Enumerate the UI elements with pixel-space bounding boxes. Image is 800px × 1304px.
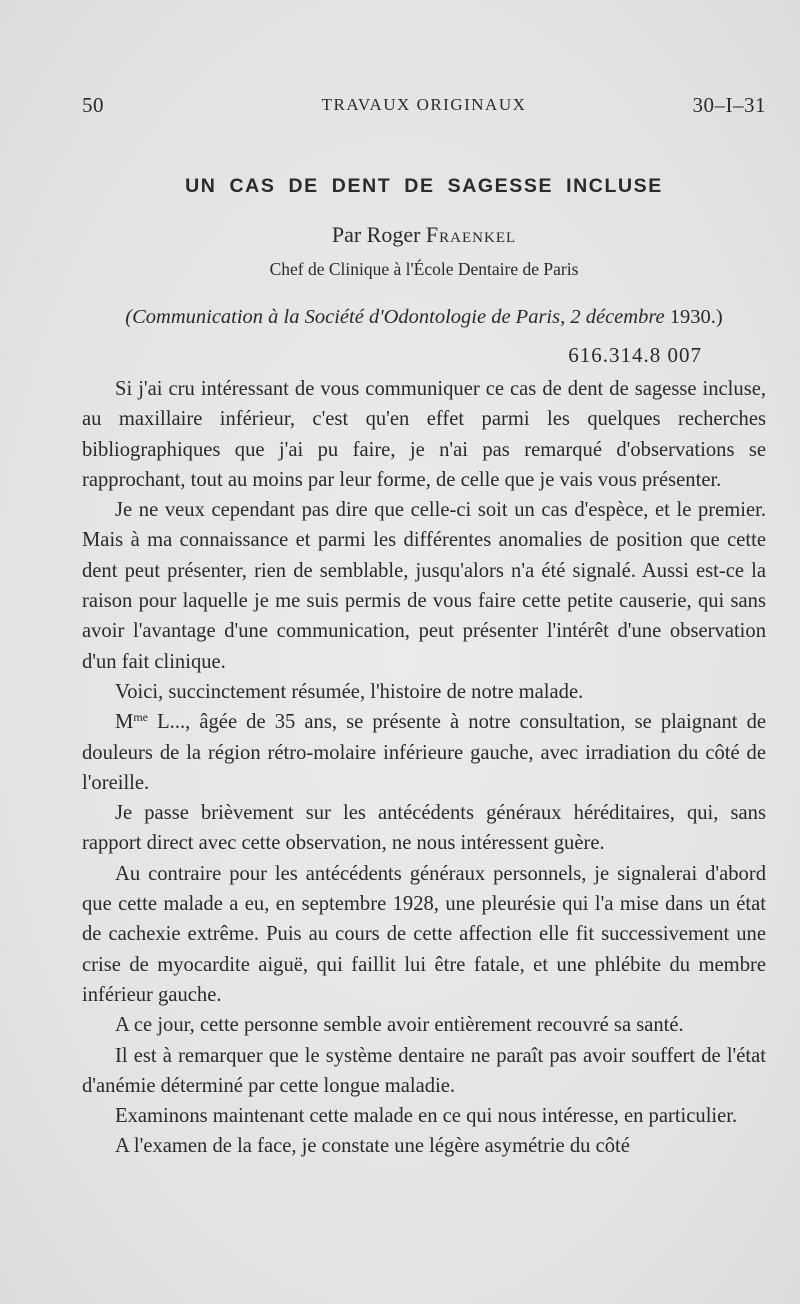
paragraph: Je ne veux cependant pas dire que celle-ci soit un cas d'espèce, et le premier. Mais à ma connaissance et parmi les différentes anomalies de position que cette dent peut présenter, rien de semblable, jusqu'alors n'a été signalé. Aussi est-ce la raison pour laquelle je me suis permis de vous faire cette petite causerie, qui sans avoir l'avantage d'une communication, peut présenter l'intérêt d'une observation d'un fait clinique. (82, 499, 766, 673)
paragraph: Au contraire pour les antécédents généraux personnels, je signalerai d'abord que cette malade a eu, en septembre 1928, une pleurésie qui l'a mise dans un état de cachexie extrême. Puis au cours de cette affection elle fit successivement une crise de myocardite aiguë, qui faillit lui être fatale, et une phlébite du membre inférieur gauche. (82, 862, 766, 1006)
author-affiliation: Chef de Clinique à l'École Dentaire de Paris (269, 259, 579, 279)
madame-abbrev-sup: me (133, 710, 148, 725)
madame-abbrev: M (115, 711, 134, 734)
page-number: 50 (82, 93, 104, 117)
article-title: UN CAS DE DENT DE SAGESSE INCLUSE (185, 175, 663, 197)
communication-text: Communication à la Société d'Odontologie de Paris, 2 décembre (132, 306, 665, 328)
communication-year: 1930.) (664, 306, 723, 328)
paragraph: A ce jour, cette personne semble avoir entièrement recouvré sa santé. (115, 1014, 684, 1037)
paragraph: A l'examen de la face, je constate une légère asymétrie du côté (115, 1135, 630, 1158)
running-head-section: TRAVAUX ORIGINAUX (321, 95, 527, 114)
paragraph: Examinons maintenant cette malade en ce qui nous intéresse, en particulier. (115, 1105, 738, 1128)
paragraph-text: L..., âgée de 35 ans, se présente à notre consultation, se plaignant de douleurs de la région rétro-molaire inférieure gauche, avec irradiation du côté de l'oreille. (82, 711, 767, 794)
byline (82, 222, 766, 248)
paragraph: Il est à remarquer que le système dentaire ne paraît pas avoir souffert de l'état d'anémie déterminé par cette longue maladie. (82, 1044, 766, 1097)
running-head-date: 30–I–31 (692, 93, 766, 117)
communication-open: ( (125, 306, 133, 328)
body-text (82, 374, 766, 1162)
running-head (82, 93, 766, 117)
paragraph: Voici, succinctement résumée, l'histoire de notre malade. (115, 680, 584, 703)
paragraph (82, 707, 766, 798)
author-surname: Fraenkel (425, 222, 517, 247)
byline-prefix: Par Roger (331, 222, 426, 247)
paragraph: Je passe brièvement sur les antécédents généraux héréditaires, qui, sans rapport direct avec cette observation, ne nous intéressent guère. (82, 802, 766, 855)
paragraph: Si j'ai cru intéressant de vous communiquer ce cas de dent de sagesse incluse, au maxillaire inférieur, c'est qu'en effet parmi les quelques recherches bibliographiques que j'ai pu faire, je n'ai pas remarqué d'observations se rapprochant, tout au moins par leur forme, de celle que je vais vous présenter. (82, 378, 766, 491)
classification-code: 616.314.8 007 (568, 343, 702, 367)
communication-note (82, 306, 766, 329)
